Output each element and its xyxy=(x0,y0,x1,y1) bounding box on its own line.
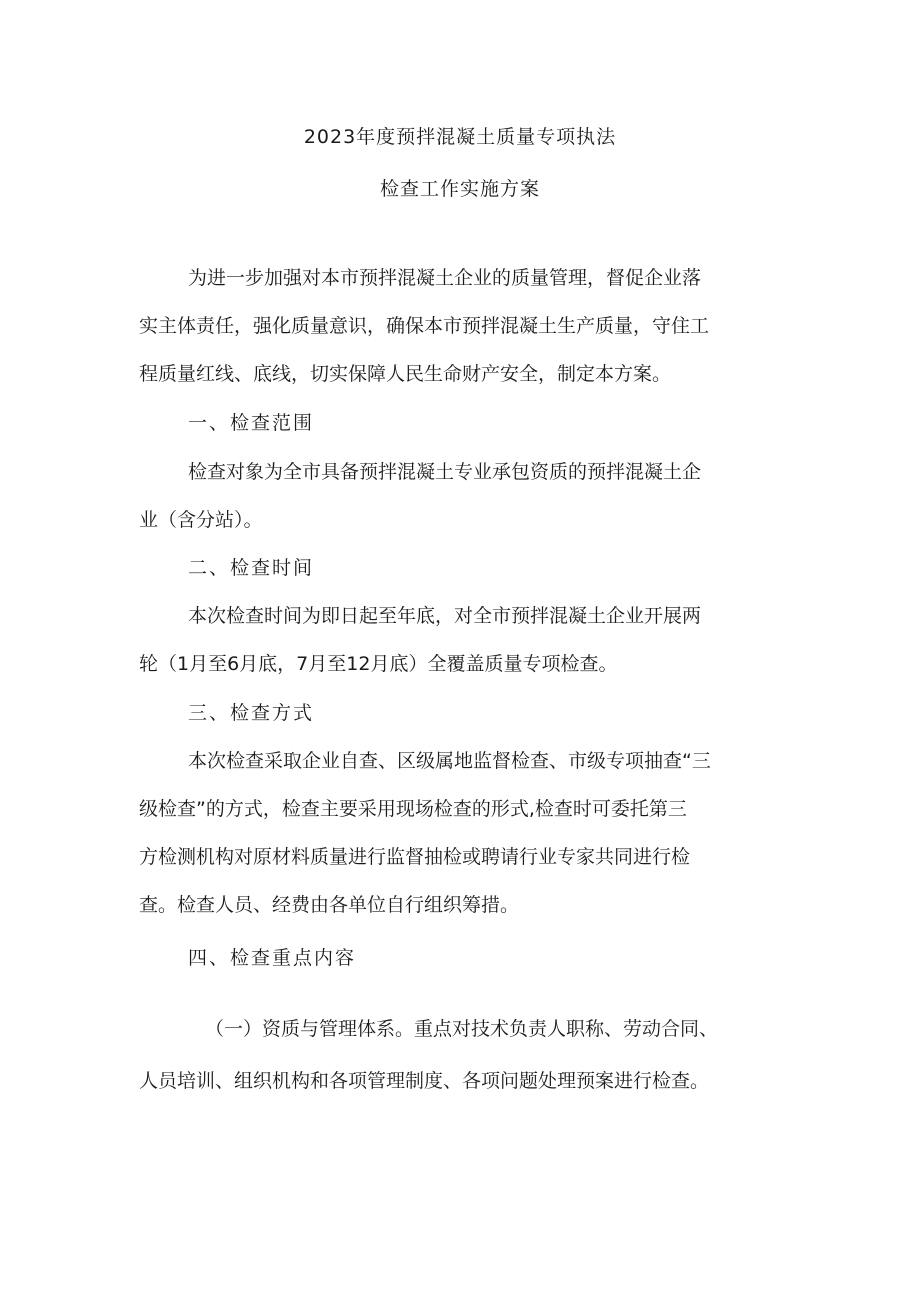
intro-line-2: 实主体责任，强化质量意识，确保本市预拌混凝土生产质量，守住工 xyxy=(139,315,710,337)
section-3-heading: 三、检查方式 xyxy=(188,702,315,724)
section-4-item-1-line-2: 人员培训、组织机构和各项管理制度、各项问题处理预案进行检查。 xyxy=(139,1070,710,1092)
document-title-line-1: 2023年度预拌混凝土质量专项执法 xyxy=(303,126,617,148)
section-4-heading: 四、检查重点内容 xyxy=(188,947,357,969)
section-4-item-1-line-1: （一）资质与管理体系。重点对技术负责人职称、劳动合同、 xyxy=(205,1018,719,1040)
intro-line-3: 程质量红线、底线，切实保障人民生命财产安全，制定本方案。 xyxy=(139,363,672,385)
document-title-line-2: 检查工作实施方案 xyxy=(379,178,540,200)
section-1-line-1: 检查对象为全市具备预拌混凝土专业承包资质的预拌混凝土企 xyxy=(188,461,702,483)
section-1-heading: 一、检查范围 xyxy=(188,412,315,434)
section-2-line-1: 本次检查时间为即日起至年底，对全市预拌混凝土企业开展两 xyxy=(188,605,702,627)
section-2-line-2: 轮（1月至6月底，7月至12月底）全覆盖质量专项检查。 xyxy=(139,653,618,675)
section-3-line-1: 本次检查采取企业自查、区级属地监督检查、市级专项抽查“三 xyxy=(188,750,711,772)
section-3-line-4: 查。检查人员、经费由各单位自行组织筹措。 xyxy=(139,894,520,916)
section-2-heading: 二、检查时间 xyxy=(188,557,315,579)
intro-line-1: 为进一步加强对本市预拌混凝土企业的质量管理，督促企业落 xyxy=(188,267,702,289)
section-1-line-2: 业（含分站）。 xyxy=(139,509,263,531)
section-3-line-2: 级检查”的方式，检查主要采用现场检查的形式,检查时可委托第三 xyxy=(139,798,687,820)
section-3-line-3: 方检测机构对原材料质量进行监督抽检或聘请行业专家共同进行检 xyxy=(139,846,691,868)
